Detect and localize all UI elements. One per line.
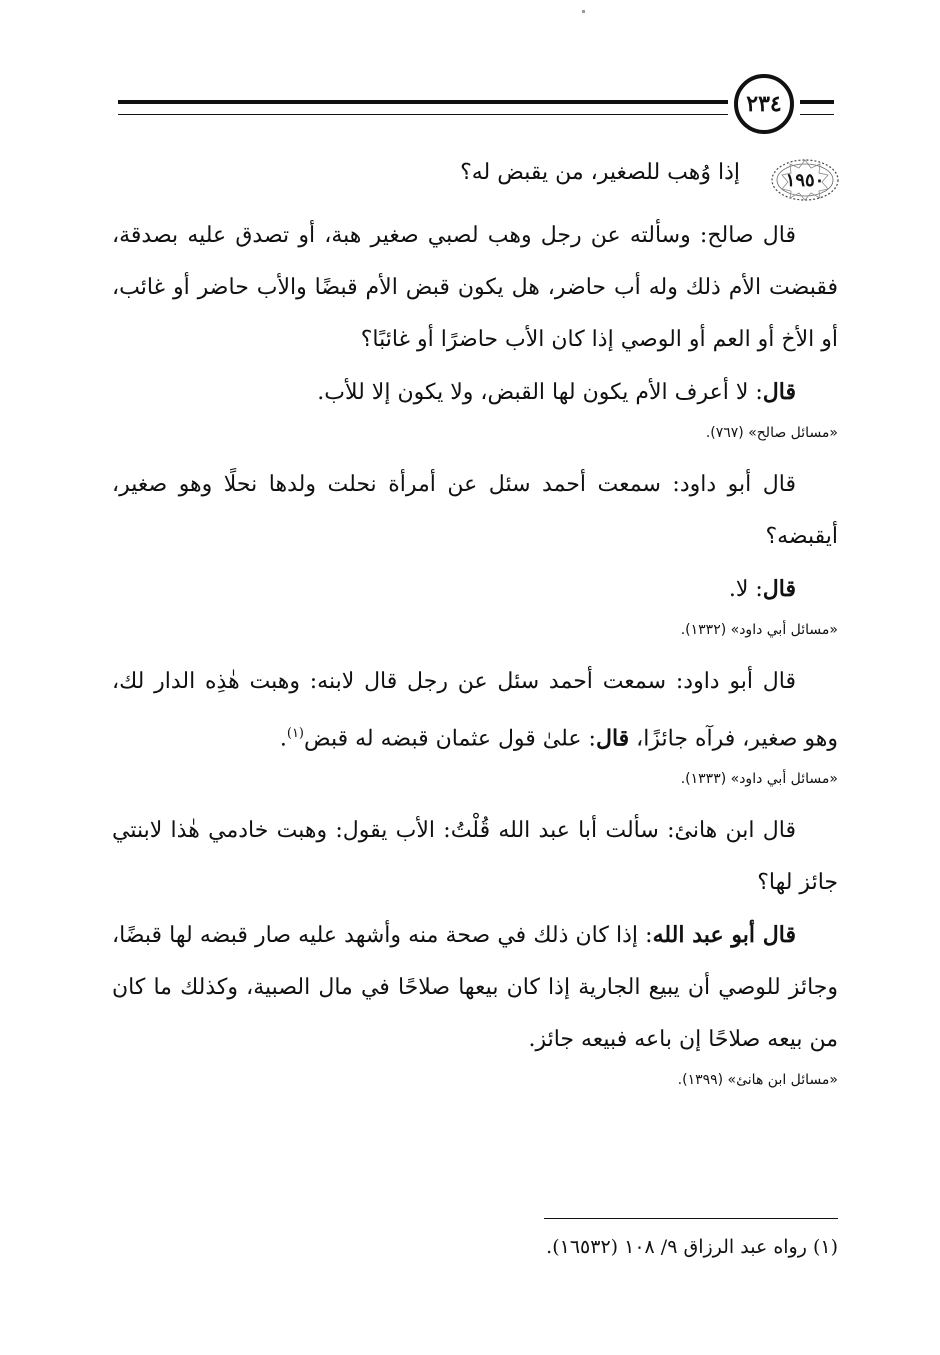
answer-label: قال أبو عبد الله xyxy=(652,922,796,949)
header-rule-short xyxy=(800,100,834,115)
source-citation: «مسائل أبي داود» (١٣٣٣). xyxy=(680,771,838,788)
answer-paragraph xyxy=(112,909,838,1066)
answer-label: قال xyxy=(762,379,796,405)
chapter-number-badge xyxy=(770,158,840,202)
answer-paragraph xyxy=(112,563,838,616)
sentence-end: . xyxy=(279,726,287,752)
footnote-marker[interactable]: (١) xyxy=(286,726,304,741)
question-text: قال أبو داود: سمعت أحمد سئل عن رجل قال لابنه: وهبت هٰذِه الدار لك، وهو صغير، فرآه جائزًا، xyxy=(112,669,838,752)
page-number xyxy=(734,74,794,134)
source-citation: «مسائل أبي داود» (١٣٣٢). xyxy=(680,622,838,638)
answer-text: : إذا كان ذلك في صحة منه وأشهد عليه صار قبضه لها قبضًا، وجائز للوصي أن يبيع الجارية إذا كان بيعها صلاحًا في مال الصبية، وكذلك ما كان من بيعه صلاحًا إن باعه فبيعه جائز. xyxy=(112,923,838,1053)
answer-text: : علىٰ قول عثمان قبضه له قبض xyxy=(304,726,596,752)
source-citation: «مسائل صالح» (٧٦٧). xyxy=(705,425,838,441)
answer-label: قال xyxy=(762,576,796,602)
page-speck xyxy=(582,10,585,13)
question-paragraph: قال صالح: وسألته عن رجل وهب لصبي صغير هبة، أو تصدق عليه بصدقة، فقبضت الأم ذلك وله أب حاضر، هل يكون قبض الأم قبضًا والأب حاضر أو غائب، أو الأخ أو العم أو الوصي إذا كان الأب حاضرًا أو غائبًا؟ xyxy=(112,223,838,352)
chapter-number: ١٩٥٠ xyxy=(785,169,825,191)
answer-text: : لا أعرف الأم يكون لها القبض، ولا يكون إلا للأب. xyxy=(317,380,763,405)
answer-label: قال xyxy=(595,725,630,752)
answer-paragraph xyxy=(112,366,838,419)
body-text xyxy=(112,210,838,1106)
chapter-title: إذا وُهب للصغير، من يقبض له؟ xyxy=(460,160,740,185)
footnote-rule xyxy=(544,1218,838,1219)
answer-text: : لا. xyxy=(728,577,763,602)
page-number-text: ٢٣٤ xyxy=(746,91,782,117)
header-rule xyxy=(118,100,728,115)
question-paragraph xyxy=(112,656,838,765)
question-paragraph: قال ابن هانئ: سألت أبا عبد الله قُلْتُ: الأب يقول: وهبت خادمي هٰذا لابنتي جائز لها؟ xyxy=(112,818,838,896)
footnote: (١) رواه عبد الرزاق ٩/ ١٠٨ (١٦٥٣٢). xyxy=(546,1236,838,1258)
source-citation: «مسائل ابن هانئ» (١٣٩٩). xyxy=(677,1072,838,1089)
question-paragraph: قال أبو داود: سمعت أحمد سئل عن أمرأة نحلت ولدها نحلًا وهو صغير، أيقبضه؟ xyxy=(112,472,838,549)
